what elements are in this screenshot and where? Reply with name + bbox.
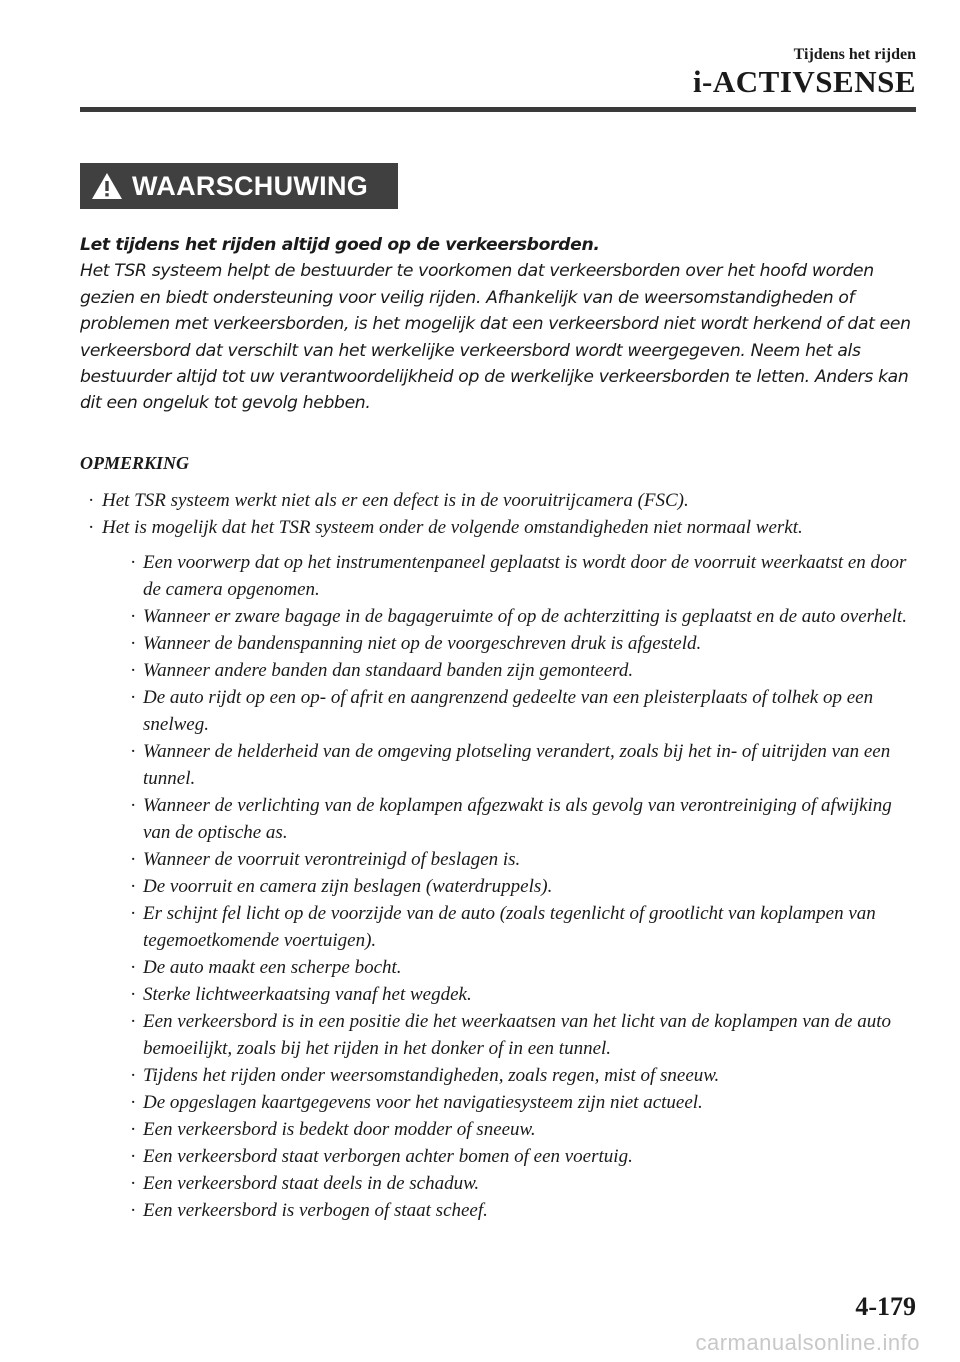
bullet-dot: · [130, 660, 137, 681]
condition-item [102, 630, 910, 657]
condition-item-text: Een voorwerp dat op het instrumentenpaneel geplaatst is wordt door de voorruit weerkaatst en door de camera opgenomen. [143, 552, 907, 600]
condition-item [102, 657, 910, 684]
warning-heading: Let tijdens het rijden altijd goed op de verkeersborden. [80, 235, 600, 255]
condition-item-text: Wanneer de verlichting van de koplampen afgezwakt is als gevolg van verontreiniging of afwijking van de optische as. [143, 795, 892, 843]
page-title: i-ACTIVSENSE [692, 64, 916, 99]
condition-item [102, 603, 910, 630]
condition-item-text: De opgeslagen kaartgegevens voor het navigatiesysteem zijn niet actueel. [143, 1092, 703, 1113]
condition-item [102, 846, 910, 873]
condition-item [102, 549, 910, 603]
bullet-dot: · [130, 984, 137, 1005]
condition-item [102, 738, 910, 792]
note-item [80, 514, 910, 1224]
condition-item-text: Sterke lichtweerkaatsing vanaf het wegdek. [143, 984, 472, 1005]
condition-item-text: Een verkeersbord is verbogen of staat scheef. [143, 1200, 488, 1221]
condition-item [102, 1008, 910, 1062]
bullet-dot: · [130, 1065, 137, 1086]
bullet-dot: · [130, 1200, 137, 1221]
condition-item [102, 684, 910, 738]
condition-item [102, 900, 910, 954]
bullet-dot: · [130, 849, 137, 870]
note-item-text: Het TSR systeem werkt niet als er een defect is in de vooruitrijcamera (FSC). [102, 490, 689, 511]
condition-item-text: De voorruit en camera zijn beslagen (waterdruppels). [143, 876, 553, 897]
bullet-dot: · [88, 490, 95, 511]
bullet-dot: · [130, 957, 137, 978]
condition-item [102, 1062, 910, 1089]
bullet-dot: · [130, 1173, 137, 1194]
bullet-dot: · [130, 687, 137, 708]
condition-item-text: Er schijnt fel licht op de voorzijde van de auto (zoals tegenlicht of grootlicht van koplampen van tegemoetkomende voertuigen). [143, 903, 876, 951]
condition-item [102, 1143, 910, 1170]
condition-item [102, 792, 910, 846]
bullet-dot: · [130, 876, 137, 897]
condition-item-text: De auto maakt een scherpe bocht. [143, 957, 402, 978]
note-item [80, 487, 910, 514]
bullet-dot: · [130, 552, 137, 573]
condition-item-text: Een verkeersbord staat verborgen achter bomen of een voertuig. [143, 1146, 633, 1167]
header-section-label: Tijdens het rijden [793, 46, 916, 63]
header-divider [80, 107, 916, 112]
note-heading: OPMERKING [80, 453, 190, 473]
condition-item-text: De auto rijdt op een op- of afrit en aangrenzend gedeelte van een pleisterplaats of tolhek op een snelweg. [143, 687, 874, 735]
warning-label: WAARSCHUWING [132, 170, 369, 201]
page-number: 4-179 [855, 1292, 916, 1321]
condition-item [102, 981, 910, 1008]
bullet-dot: · [130, 1092, 137, 1113]
bullet-dot: · [130, 903, 137, 924]
condition-item-text: Een verkeersbord staat deels in de schaduw. [143, 1173, 480, 1194]
condition-item [102, 873, 910, 900]
condition-item-text: Tijdens het rijden onder weersomstandigheden, zoals regen, mist of sneeuw. [143, 1065, 720, 1086]
condition-item-text: Een verkeersbord is bedekt door modder of sneeuw. [143, 1119, 536, 1140]
condition-item [102, 1089, 910, 1116]
bullet-dot: · [130, 1011, 137, 1032]
condition-item [102, 1170, 910, 1197]
bullet-dot: · [88, 517, 95, 538]
warning-triangle-icon [90, 171, 124, 201]
condition-item [102, 954, 910, 981]
bullet-dot: · [130, 795, 137, 816]
watermark: carmanualsonline.info [695, 1330, 920, 1355]
condition-item-text: Wanneer de helderheid van de omgeving plotseling verandert, zoals bij het in- of uitrijden van een tunnel. [143, 741, 891, 789]
warning-body [80, 232, 925, 417]
warning-text: Het TSR systeem helpt de bestuurder te voorkomen dat verkeersborden over het hoofd worden gezien en biedt ondersteuning voor veilig rijden. Afhankelijk van de weersomstandigheden of problemen met verkeersborden, is het mogelijk dat een verkeersbord niet wordt herkend of dat een verkeersbord dat verschilt van het werkelijke verkeersbord wordt weergegeven. Neem het als bestuurder altijd tot uw verantwoordelijkheid op de werkelijke verkeersborden te letten. Anders kan dit een ongeluk tot gevolg hebben. [80, 261, 911, 414]
condition-item-text: Een verkeersbord is in een positie die het weerkaatsen van het licht van de koplampen van de auto bemoeilijkt, zoals bij het rijden in het donker of in een tunnel. [143, 1011, 891, 1059]
bullet-dot: · [130, 741, 137, 762]
warning-banner [80, 163, 398, 209]
bullet-dot: · [130, 633, 137, 654]
condition-item [102, 1116, 910, 1143]
bullet-dot: · [130, 606, 137, 627]
condition-item [102, 1197, 910, 1224]
note-item-text: Het is mogelijk dat het TSR systeem onder de volgende omstandigheden niet normaal werkt. [102, 517, 803, 538]
condition-item-text: Wanneer de voorruit verontreinigd of beslagen is. [143, 849, 521, 870]
condition-list [102, 549, 910, 1224]
bullet-dot: · [130, 1119, 137, 1140]
condition-item-text: Wanneer de bandenspanning niet op de voorgeschreven druk is afgesteld. [143, 633, 702, 654]
bullet-dot: · [130, 1146, 137, 1167]
condition-item-text: Wanneer er zware bagage in de bagageruimte of op de achterzitting is geplaatst en de auto overhelt. [143, 606, 907, 627]
condition-item-text: Wanneer andere banden dan standaard banden zijn gemonteerd. [143, 660, 634, 681]
note-list [80, 487, 910, 1224]
